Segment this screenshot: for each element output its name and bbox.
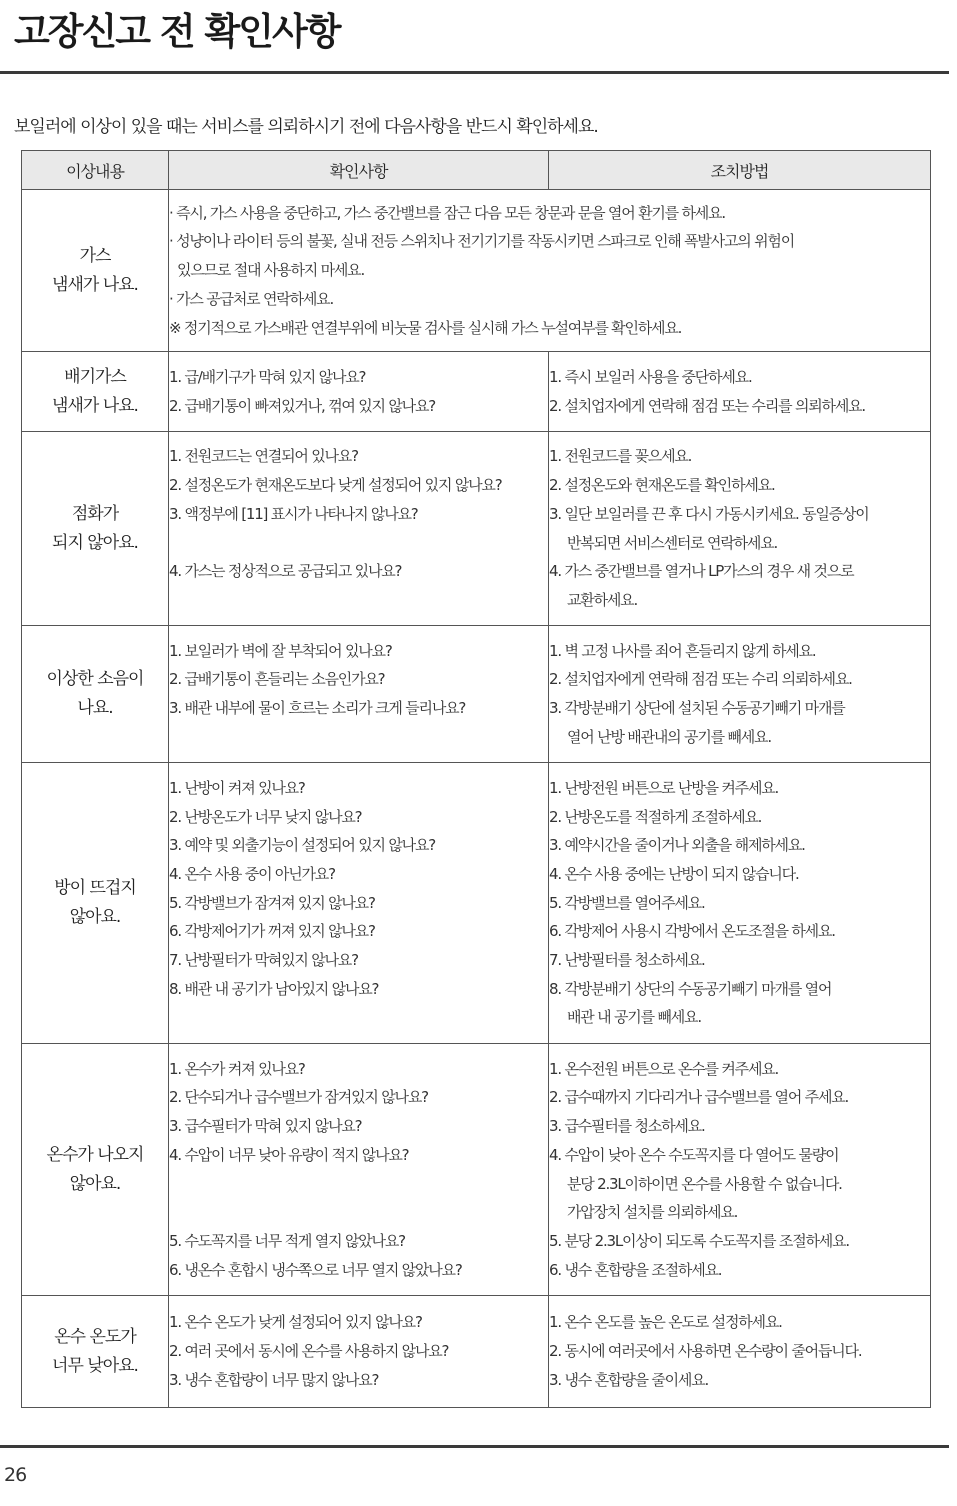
symptom-line: 냄새가 나요. [52,274,138,295]
symptom-cell [22,1296,169,1408]
check-item: 3. 배관 내부에 물이 흐르는 소리가 크게 들리나요? [169,699,466,717]
footer-divider [0,1445,949,1448]
symptom-line: 나요. [77,698,113,718]
symptom-cell [22,626,169,763]
action-item: 2. 설치업자에게 연락해 점검 또는 수리를 의뢰하세요. [549,396,865,415]
check-item: 1. 난방이 켜져 있나요? [169,778,305,797]
check-cell [169,432,549,626]
table-row-gas-smell [22,190,931,352]
table-row-exhaust-smell [22,352,931,432]
action-cell [549,1296,931,1408]
action-item: 1. 전원코드를 꽂으세요. [549,447,692,466]
action-item-continued: 분당 2.3L이하이면 온수를 사용할 수 없습니다. [567,1174,842,1193]
page-number: 26 [4,1464,27,1486]
check-cell [169,763,549,1044]
header-check: 확인사항 [169,151,549,190]
symptom-cell [22,1044,169,1296]
check-item: 6. 냉온수 혼합시 냉수쪽으로 너무 열지 않았나요? [169,1260,462,1279]
action-item: 1. 온수 온도를 높은 온도로 설정하세요. [549,1313,782,1332]
instruction-line: ※ 정기적으로 가스배관 연결부위에 비눗물 검사를 실시해 가스 누설여부를 확인하세요. [169,318,682,337]
check-item: 4. 온수 사용 중이 아닌가요? [169,864,335,883]
symptom-line: 온수가 나오지 [46,1144,144,1165]
symptom-cell [22,352,169,432]
check-item: 5. 각방밸브가 잠겨져 있지 않나요? [169,893,375,912]
check-cell [169,1044,549,1296]
action-cell [549,1044,931,1296]
action-item: 7. 난방필터를 청소하세요. [549,951,705,970]
table-row-low-water-temp [22,1296,931,1408]
symptom-line: 이상한 소음이 [46,669,144,689]
check-item: 5. 수도꼭지를 너무 적게 열지 않았나요? [169,1231,405,1250]
instruction-line: · 가스 공급처로 연락하세요. [169,289,334,308]
merged-instructions-cell [169,190,931,352]
instruction-line: · 즉시, 가스 사용을 중단하고, 가스 중간밸브를 잠근 다음 모든 창문과 문을 열어 환기를 하세요. [169,203,725,222]
check-item: 1. 보일러가 벽에 잘 부착되어 있나요? [169,641,392,660]
action-item: 1. 난방전원 버튼으로 난방을 켜주세요. [549,778,779,797]
action-cell [549,626,931,763]
symptom-line: 온수 온도가 [54,1326,136,1347]
table-row-room-not-warm [22,763,931,1044]
symptom-cell [22,432,169,626]
check-item: 1. 전원코드는 연결되어 있나요? [169,447,358,466]
check-spacer [169,1003,548,1032]
table-row-strange-noise [22,626,931,763]
check-item: 3. 예약 및 외출기능이 설정되어 있지 않나요? [169,836,436,855]
action-cell [549,432,931,626]
check-spacer [169,1170,548,1199]
page-title: 고장신고 전 확인사항 [14,10,340,53]
check-spacer [169,586,548,615]
check-item: 8. 배관 내 공기가 남아있지 않나요? [169,979,379,998]
action-item: 3. 냉수 혼합량을 줄이세요. [549,1370,709,1389]
check-item: 3. 냉수 혼합량이 너무 많지 않나요? [169,1370,379,1389]
intro-text: 보일러에 이상이 있을 때는 서비스를 의뢰하시기 전에 다음사항을 반드시 확인하세요. [14,117,598,137]
action-item: 1. 벽 고정 나사를 죄어 흔들리지 않게 하세요. [549,641,816,660]
symptom-line: 방이 뜨겁지 [54,878,136,898]
table-row-no-hot-water [22,1044,931,1296]
check-item: 3. 액정부에 [11] 표시가 나타나지 않나요? [169,504,418,523]
check-item: 1. 온수가 켜져 있나요? [169,1059,305,1078]
symptom-line: 가스 [79,245,111,266]
table-header-row [22,151,931,190]
check-item: 1. 온수 온도가 낮게 설정되어 있지 않나요? [169,1313,422,1332]
check-spacer [169,723,548,752]
check-item: 3. 급수필터가 막혀 있지 않나요? [169,1117,362,1136]
instruction-line: 있으므로 절대 사용하지 마세요. [177,261,365,280]
action-item: 8. 각방분배기 상단의 수동공기빼기 마개를 열어 [549,979,832,998]
check-item: 2. 난방온도가 너무 낮지 않나요? [169,807,362,826]
symptom-line: 배기가스 [64,366,126,387]
symptom-line: 냄새가 나요. [52,395,138,416]
symptom-line: 되지 않아요. [52,532,138,553]
check-cell [169,626,549,763]
action-item: 4. 수압이 낮아 온수 수도꼭지를 다 열어도 물량이 [549,1145,839,1164]
action-item: 6. 냉수 혼합량을 조절하세요. [549,1260,722,1279]
instruction-line: · 성냥이나 라이터 등의 불꽃, 실내 전등 스위치나 전기기기를 작동시키면 스파크로 인해 폭발사고의 위험이 [169,232,794,251]
check-item: 2. 설정온도가 현재온도보다 낮게 설정되어 있지 않나요? [169,476,502,495]
action-item-continued: 반복되면 서비스센터로 연락하세요. [567,533,778,552]
check-item: 6. 각방제어기가 꺼져 있지 않나요? [169,922,375,941]
title-divider [0,71,949,74]
symptom-cell [22,190,169,352]
action-item: 1. 즉시 보일러 사용을 중단하세요. [549,367,752,386]
action-item: 2. 설정온도와 현재온도를 확인하세요. [549,476,775,495]
action-item-continued: 교환하세요. [567,590,638,609]
action-item: 2. 동시에 여러곳에서 사용하면 온수량이 줄어듭니다. [549,1342,862,1361]
check-item: 1. 급/배기구가 막혀 있지 않나요? [169,367,366,386]
action-cell [549,352,931,432]
action-item-continued: 열어 난방 배관내의 공기를 빼세요. [567,727,771,746]
check-item: 2. 여러 곳에서 동시에 온수를 사용하지 않나요? [169,1342,449,1361]
action-item: 2. 설치업자에게 연락해 점검 또는 수리 의뢰하세요. [549,670,852,689]
action-cell [549,763,931,1044]
check-item: 7. 난방필터가 막혀있지 않나요? [169,951,358,970]
action-item-continued: 배관 내 공기를 빼세요. [567,1008,701,1027]
symptom-line: 너무 낮아요. [52,1355,138,1376]
action-item-continued: 가압장치 설치를 의뢰하세요. [567,1203,738,1222]
action-item: 5. 분당 2.3L이상이 되도록 수도꼭지를 조절하세요. [549,1231,849,1250]
check-item: 2. 급배기통이 흔들리는 소음인가요? [169,670,385,689]
action-item: 2. 급수때까지 기다리거나 급수밸브를 열어 주세요. [549,1088,849,1107]
check-item: 2. 급배기통이 빠져있거나, 꺾여 있지 않나요? [169,396,436,415]
action-item: 4. 가스 중간밸브를 열거나 LP가스의 경우 새 것으로 [549,562,854,581]
header-symptom: 이상내용 [22,151,169,190]
symptom-line: 않아요. [69,1173,121,1194]
action-item: 3. 일단 보일러를 끈 후 다시 가동시키세요. 동일증상이 [549,504,869,523]
check-cell [169,352,549,432]
symptom-line: 않아요. [69,907,121,927]
action-item: 5. 각방밸브를 열어주세요. [549,893,705,912]
check-item: 4. 수압이 너무 낮아 유량이 적지 않나요? [169,1145,409,1164]
table-row-no-ignition [22,432,931,626]
action-item: 6. 각방제어 사용시 각방에서 온도조절을 하세요. [549,922,835,941]
symptom-cell [22,763,169,1044]
action-item: 3. 급수필터를 청소하세요. [549,1117,705,1136]
action-item: 2. 난방온도를 적절하게 조절하세요. [549,807,762,826]
check-spacer [169,529,548,558]
check-spacer [169,1198,548,1227]
action-item: 3. 각방분배기 상단에 설치된 수동공기빼기 마개를 [549,699,845,717]
action-item: 3. 예약시간을 줄이거나 외출을 해제하세요. [549,836,805,855]
symptom-line: 점화가 [71,503,119,524]
action-item: 4. 온수 사용 중에는 난방이 되지 않습니다. [549,864,799,883]
check-cell [169,1296,549,1408]
troubleshooting-table [21,150,931,1408]
action-item: 1. 온수전원 버튼으로 온수를 켜주세요. [549,1059,779,1078]
check-item: 2. 단수되거나 급수밸브가 잠겨있지 않나요? [169,1088,428,1107]
header-action: 조치방법 [549,151,931,190]
check-item: 4. 가스는 정상적으로 공급되고 있나요? [169,562,402,581]
